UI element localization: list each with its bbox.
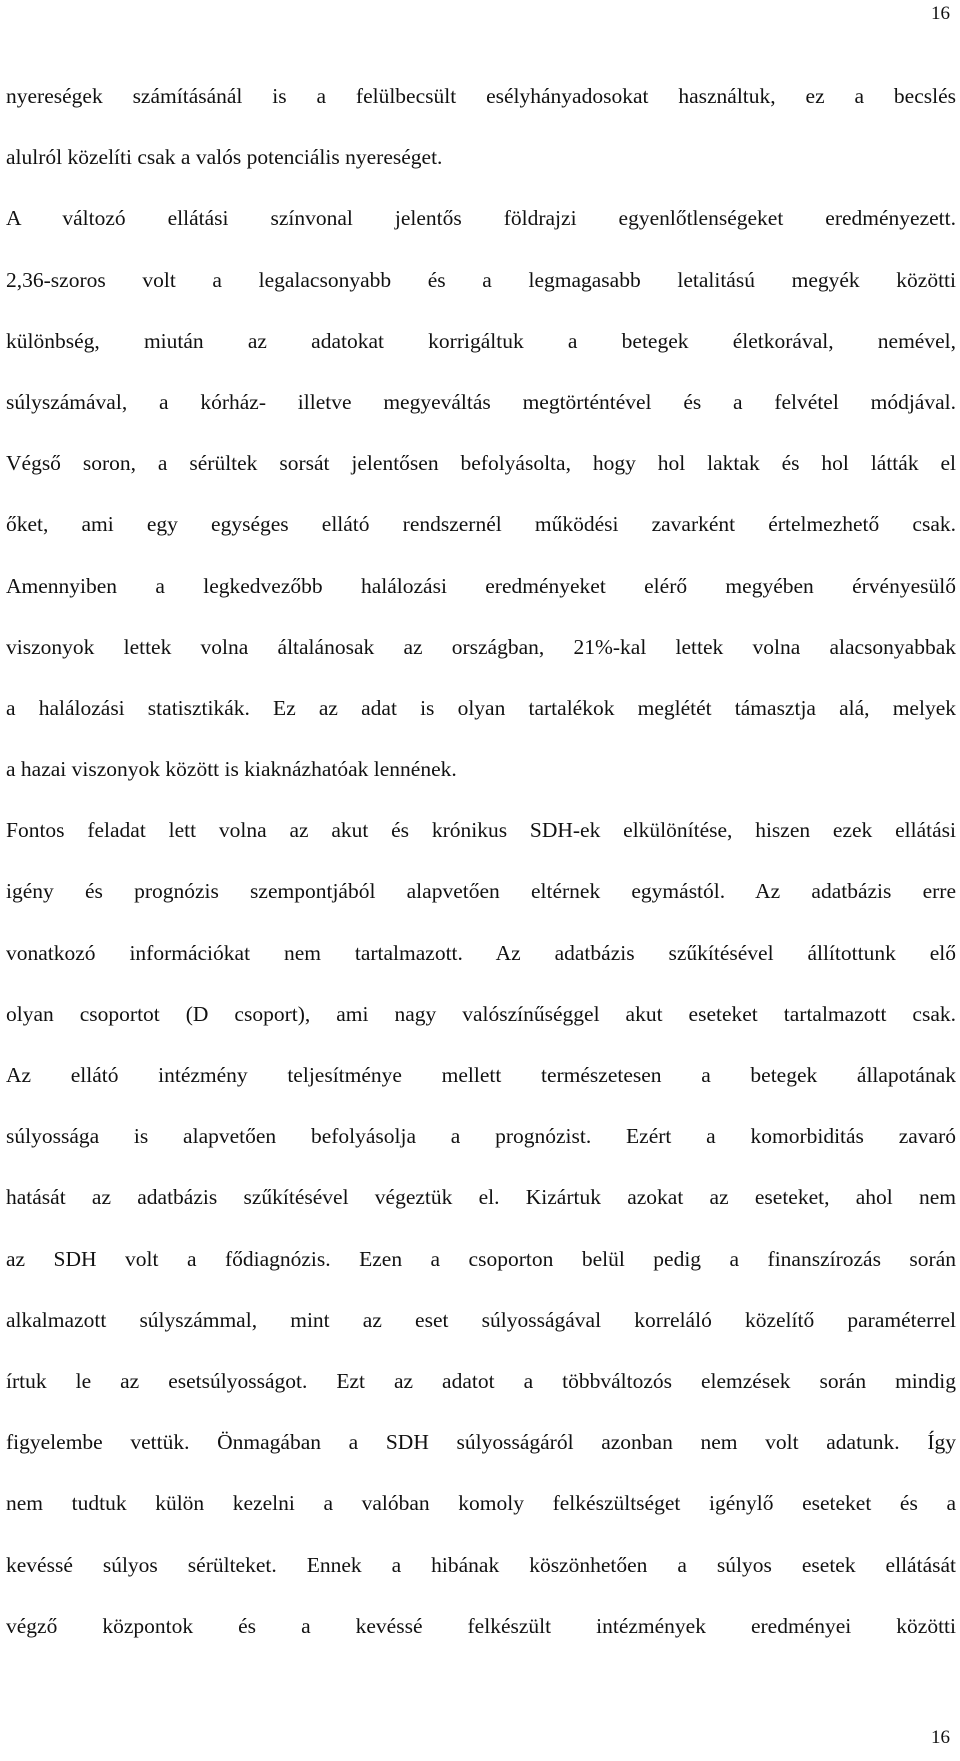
text-line: végző központok és a kevéssé felkészült intézmények eredményei közötti [6,1613,956,1638]
text-line: Végső soron, a sérültek sorsát jelentősen befolyásolta, hogy hol laktak és hol látták el [6,451,956,476]
text-line: súlyszámával, a kórház- illetve megyeváltás megtörténtével és a felvétel módjával. [6,389,956,414]
text-line: nem tudtuk külön kezelni a valóban komoly felkészültséget igénylő eseteket és a [6,1491,956,1516]
text-line: alulról közelíti csak a valós potenciális nyereséget. [6,145,443,170]
document-body [6,66,956,1657]
text-line: különbség, miután az adatokat korrigáltuk a betegek életkorával, nemével, [6,328,956,353]
text-line: A változó ellátási színvonal jelentős földrajzi egyenlőtlenségeket eredményezett. [6,206,956,231]
text-line: viszonyok lettek volna általánosak az országban, 21%-kal lettek volna alacsonyabbak [6,634,956,659]
text-line: nyereségek számításánál is a felülbecsült esélyhányadosokat használtuk, ez a becslés [6,84,956,108]
text-line: Az ellátó intézmény teljesítménye mellett természetesen a betegek állapotának [6,1063,956,1087]
text-line: súlyossága is alapvetően befolyásolja a prognózist. Ezért a komorbiditás zavaró [6,1124,956,1149]
page-number-bottom: 16 [931,1727,950,1748]
text-line: írtuk le az esetsúlyosságot. Ezt az adatot a többváltozós elemzések során mindig [6,1368,956,1393]
text-line: olyan csoportot (D csoport), ami nagy valószínűséggel akut eseteket tartalmazott csak. [6,1001,956,1026]
text-line: a halálozási statisztikák. Ez az adat is olyan tartalékok meglétét támasztja alá, melyek [6,695,956,720]
text-line: igény és prognózis szempontjából alapvetően eltérnek egymástól. Az adatbázis erre [6,879,956,904]
text-line: vonatkozó információkat nem tartalmazott. Az adatbázis szűkítésével állítottunk elő [6,940,956,965]
text-line: hatását az adatbázis szűkítésével végeztük el. Kizártuk azokat az eseteket, ahol nem [6,1185,956,1210]
text-line: figyelembe vettük. Önmagában a SDH súlyosságáról azonban nem volt adatunk. Így [6,1430,956,1455]
text-line: 2,36-szoros volt a legalacsonyabb és a legmagasabb letalitású megyék közötti [6,267,956,292]
page-number-top: 16 [931,3,950,24]
text-line: Amennyiben a legkedvezőbb halálozási eredményeket elérő megyében érvényesülő [6,573,956,598]
text-line: kevéssé súlyos sérülteket. Ennek a hibának köszönhetően a súlyos esetek ellátását [6,1552,956,1577]
text-line: őket, ami egy egységes ellátó rendszernél működési zavarként értelmezhető csak. [6,512,956,537]
text-line: a hazai viszonyok között is kiaknázhatóak lennének. [6,757,457,782]
text-line: alkalmazott súlyszámmal, mint az eset súlyosságával korreláló közelítő paraméterrel [6,1307,956,1332]
text-line: Fontos feladat lett volna az akut és krónikus SDH-ek elkülönítése, hiszen ezek ellátási [6,818,956,843]
text-line: az SDH volt a fődiagnózis. Ezen a csoporton belül pedig a finanszírozás során [6,1246,956,1271]
